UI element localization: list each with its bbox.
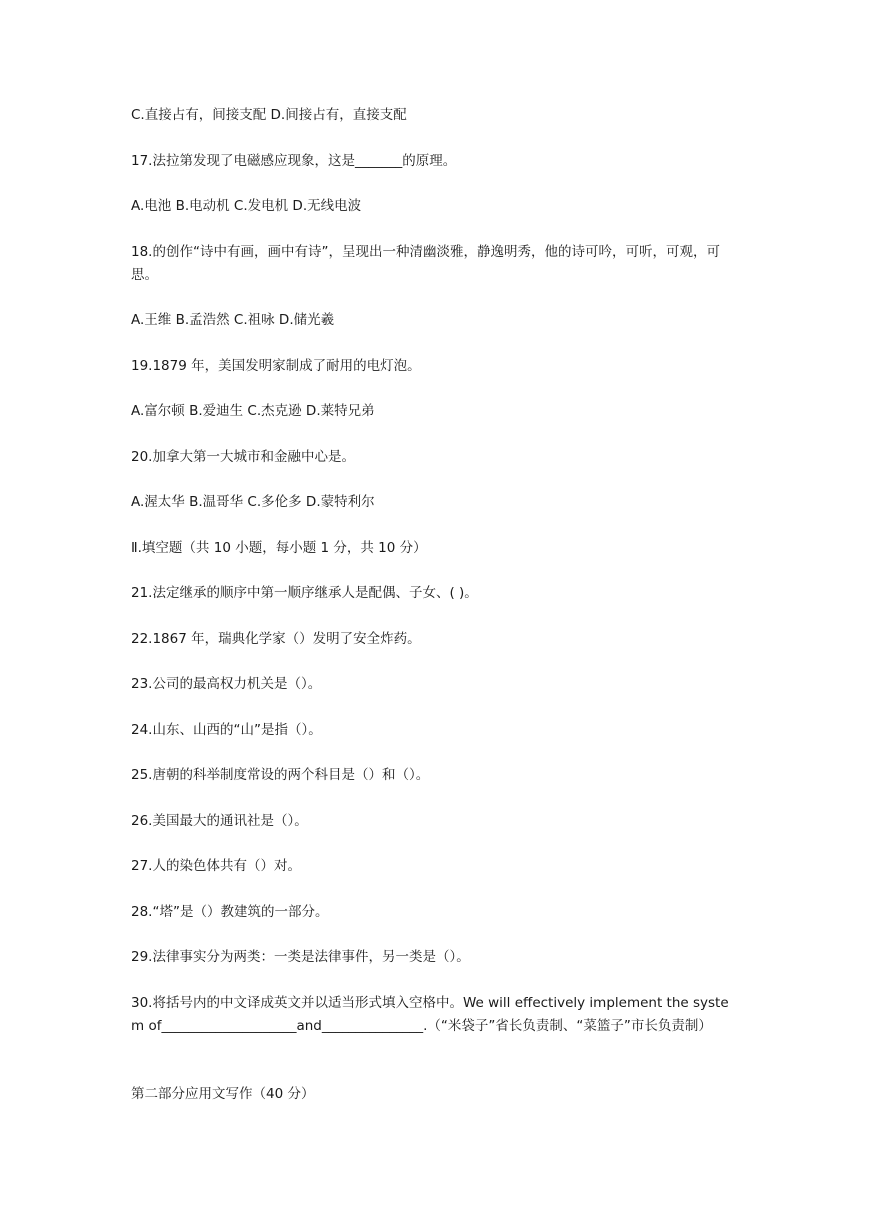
question-17: 17.法拉第发现了电磁感应现象，这是_______的原理。 <box>131 153 457 169</box>
question-24: 24.山东、山西的“山”是指（）。 <box>131 722 322 738</box>
question-18: 18.的创作“诗中有画，画中有诗”，呈现出一种清幽淡雅，静逸明秀，他的诗可吟，可听，可观，可思。 <box>131 244 720 283</box>
question-20: 20.加拿大第一大城市和金融中心是。 <box>131 449 355 465</box>
question-30: 30.将括号内的中文译成英文并以适当形式填入空格中。We will effectively implement the system of____________________and_______________.（“米袋子”省长负责制、“菜篮子”市长负责制） <box>131 995 729 1034</box>
option-line-q16: C.直接占有，间接支配 D.间接占有，直接支配 <box>131 107 407 123</box>
section-heading-fill-in: Ⅱ.填空题（共 10 小题，每小题 1 分，共 10 分） <box>131 540 427 556</box>
question-22: 22.1867 年，瑞典化学家（）发明了安全炸药。 <box>131 631 421 647</box>
question-29: 29.法律事实分为两类：一类是法律事件，另一类是（）。 <box>131 949 470 965</box>
option-line-q20: A.渥太华 B.温哥华 C.多伦多 D.蒙特利尔 <box>131 494 375 510</box>
section-heading-part-two: 第二部分应用文写作（40 分） <box>131 1086 315 1102</box>
question-28: 28.“塔”是（）教建筑的一部分。 <box>131 904 329 920</box>
option-line-q19: A.富尔顿 B.爱迪生 C.杰克逊 D.莱特兄弟 <box>131 403 375 419</box>
question-26: 26.美国最大的通讯社是（）。 <box>131 813 308 829</box>
question-25: 25.唐朝的科举制度常设的两个科目是（）和（）。 <box>131 767 430 783</box>
question-19: 19.1879 年，美国发明家制成了耐用的电灯泡。 <box>131 358 421 374</box>
option-line-q18: A.王维 B.孟浩然 C.祖咏 D.储光羲 <box>131 312 335 328</box>
question-21: 21.法定继承的顺序中第一顺序继承人是配偶、子女、( )。 <box>131 585 478 601</box>
question-23: 23.公司的最高权力机关是（）。 <box>131 676 322 692</box>
question-27: 27.人的染色体共有（）对。 <box>131 858 301 874</box>
option-line-q17: A.电池 B.电动机 C.发电机 D.无线电波 <box>131 198 362 214</box>
